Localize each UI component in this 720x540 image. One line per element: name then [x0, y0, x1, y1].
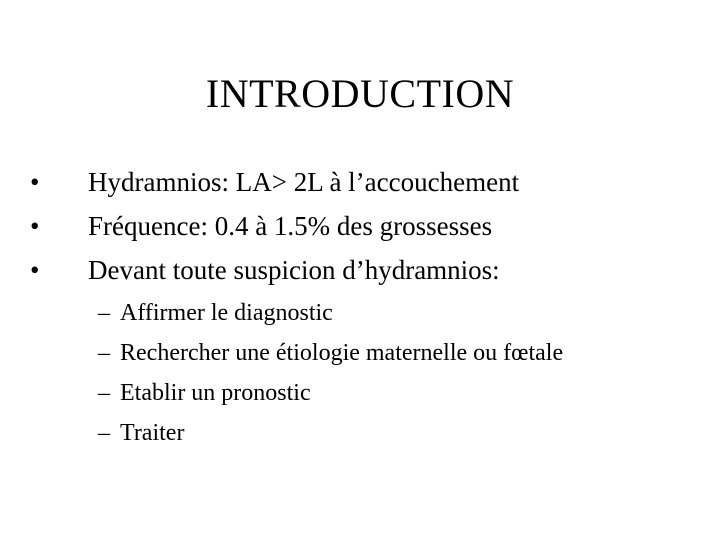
- sub-bullet-item: [98, 336, 698, 376]
- bullet-list: [30, 164, 700, 296]
- bullet-item: [30, 252, 700, 296]
- sub-bullet-item: [98, 376, 698, 416]
- bullet-item: [30, 208, 700, 252]
- sub-bullet-text: Traiter: [120, 420, 185, 446]
- slide-title: INTRODUCTION: [205, 71, 515, 116]
- bullet-text: Devant toute suspicion d’hydramnios:: [88, 255, 500, 285]
- bullet-item: [30, 164, 700, 208]
- sub-bullet-marker: –: [98, 380, 110, 406]
- sub-bullet-marker: –: [98, 420, 110, 446]
- sub-bullet-list: [98, 296, 698, 456]
- bullet-marker: •: [30, 255, 40, 285]
- bullet-marker: •: [30, 211, 40, 241]
- sub-bullet-marker: –: [98, 300, 110, 326]
- bullet-marker: •: [30, 167, 40, 197]
- bullet-text: Fréquence: 0.4 à 1.5% des grossesses: [88, 211, 493, 241]
- sub-bullet-item: [98, 416, 698, 456]
- bullet-text: Hydramnios: LA> 2L à l’accouchement: [88, 167, 520, 197]
- sub-bullet-text: Affirmer le diagnostic: [120, 300, 333, 326]
- sub-bullet-text: Etablir un pronostic: [120, 380, 311, 406]
- sub-bullet-text: Rechercher une étiologie maternelle ou fœtale: [120, 340, 564, 366]
- sub-bullet-marker: –: [98, 340, 110, 366]
- sub-bullet-item: [98, 296, 698, 336]
